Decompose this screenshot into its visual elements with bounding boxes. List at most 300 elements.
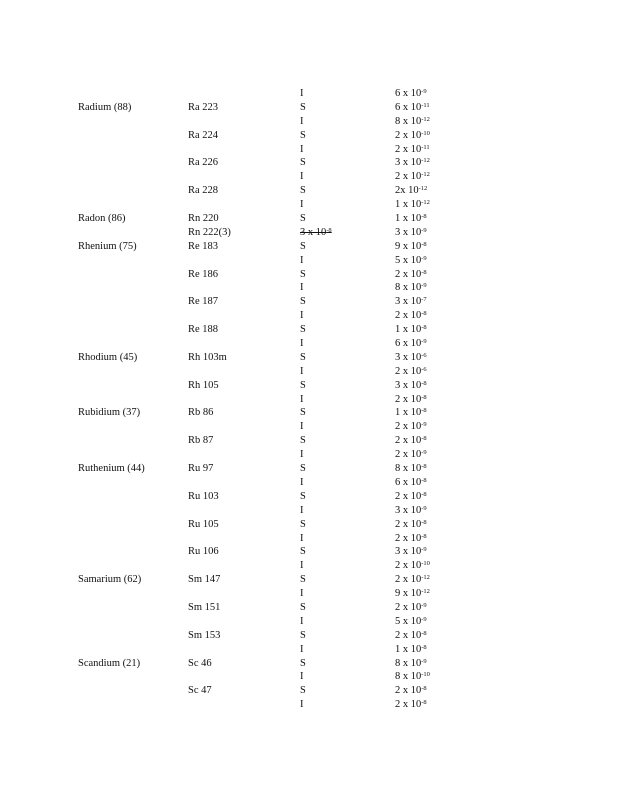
concentration-value [395, 406, 427, 420]
element-name: Scandium (21) [78, 657, 141, 669]
concentration-value [395, 365, 427, 379]
concentration-value [395, 657, 427, 671]
table-row [0, 129, 618, 143]
concentration-exponent: -8 [421, 393, 427, 401]
concentration-coefficient: 3 x 10 [395, 296, 422, 308]
concentration-exponent: -12 [418, 185, 428, 193]
table-row [0, 698, 618, 712]
solubility-class [300, 115, 304, 129]
concentration-exponent: -10 [421, 671, 430, 679]
table-row [0, 226, 618, 240]
concentration-coefficient: 3 x 10 [395, 351, 422, 363]
table-row [0, 490, 618, 504]
solubility-class-text: S [300, 685, 306, 697]
concentration-coefficient: 6 x 10 [395, 88, 422, 99]
concentration-coefficient: 8 x 10 [395, 282, 422, 294]
concentration-exponent: -8 [421, 379, 427, 387]
table-row [0, 295, 618, 309]
isotope-label: Re 186 [188, 268, 219, 280]
concentration-value [395, 532, 427, 546]
solubility-class [300, 698, 304, 712]
concentration-value [395, 143, 430, 157]
isotope-label: Ru 103 [188, 490, 219, 502]
element-name: Radon (86) [78, 213, 126, 225]
concentration-exponent: -12 [421, 199, 430, 207]
solubility-class [300, 170, 304, 184]
isotope-label: Sc 47 [188, 685, 212, 697]
table-row [0, 337, 618, 351]
concentration-value [395, 87, 427, 101]
concentration-exponent: -8 [421, 532, 427, 540]
concentration-value [395, 476, 427, 490]
solubility-class-text: I [300, 588, 304, 600]
solubility-class [300, 143, 304, 157]
concentration-value [395, 490, 427, 504]
element-name: Samarium (62) [78, 574, 142, 586]
table-row [0, 240, 618, 254]
table-row [0, 393, 618, 407]
solubility-class [300, 462, 306, 476]
concentration-coefficient: 3 x 10 [395, 504, 422, 516]
concentration-exponent: -9 [421, 449, 427, 457]
solubility-class-text: S [300, 574, 306, 586]
isotope-label: Ra 223 [188, 101, 219, 113]
solubility-class-text: S [300, 268, 306, 280]
table-row [0, 87, 618, 101]
concentration-coefficient: 3 x 10 [395, 157, 422, 169]
concentration-exponent: -9 [421, 254, 427, 262]
solubility-class [300, 448, 304, 462]
concentration-coefficient: 6 x 10 [395, 338, 422, 350]
solubility-class [300, 254, 304, 268]
solubility-class-text: I [300, 310, 304, 322]
concentration-exponent: -10 [421, 129, 430, 137]
table-row [0, 601, 618, 615]
concentration-exponent: -9 [421, 282, 427, 290]
solubility-class [300, 323, 306, 337]
isotope-label: Ru 105 [188, 518, 219, 530]
concentration-value [395, 629, 427, 643]
concentration-value [395, 393, 427, 407]
solubility-class [300, 684, 306, 698]
solubility-class-text: I [300, 476, 304, 488]
solubility-class [300, 670, 304, 684]
solubility-class-text: S [300, 240, 306, 252]
table-row [0, 670, 618, 684]
table-row [0, 532, 618, 546]
table-row [0, 212, 618, 226]
concentration-value [395, 518, 427, 532]
concentration-coefficient: 2 x 10 [395, 449, 422, 461]
isotope-label: Ru 106 [188, 546, 219, 558]
table-row [0, 115, 618, 129]
concentration-value [395, 226, 427, 240]
isotope-label: Re 188 [188, 324, 219, 336]
concentration-coefficient: 6 x 10 [395, 476, 422, 488]
solubility-class [300, 545, 306, 559]
concentration-coefficient: 3 x 10 [395, 226, 422, 238]
concentration-value [395, 295, 427, 309]
concentration-value [395, 643, 427, 657]
solubility-class-text: I [300, 699, 304, 711]
solubility-class [300, 559, 304, 573]
table-row [0, 420, 618, 434]
table-row [0, 254, 618, 268]
concentration-value [395, 684, 427, 698]
concentration-exponent: -9 [421, 615, 427, 623]
solubility-class [300, 268, 306, 282]
solubility-class-text: I [300, 449, 304, 461]
concentration-value [395, 420, 427, 434]
table-row [0, 365, 618, 379]
solubility-class-text: I [300, 199, 304, 211]
concentration-coefficient: 2 x 10 [395, 393, 422, 405]
concentration-exponent: -8 [421, 685, 427, 693]
solubility-class-text: S [300, 296, 306, 308]
concentration-value [395, 504, 427, 518]
solubility-class-text: I [300, 88, 304, 99]
solubility-class-text: 3 x 10 [300, 226, 327, 238]
table-row [0, 629, 618, 643]
solubility-class-text: I [300, 171, 304, 183]
concentration-value [395, 101, 430, 115]
concentration-coefficient: 2 x 10 [395, 560, 422, 572]
concentration-coefficient: 8 x 10 [395, 657, 422, 669]
solubility-class-text: S [300, 379, 306, 391]
solubility-class [300, 87, 304, 101]
concentration-value [395, 615, 427, 629]
concentration-exponent: -9 [421, 504, 427, 512]
solubility-class-text: I [300, 254, 304, 266]
concentration-coefficient: 3 x 10 [395, 379, 422, 391]
isotope-label: Sm 153 [188, 629, 221, 641]
solubility-class-text: I [300, 671, 304, 683]
concentration-exponent: -12 [421, 157, 430, 165]
table-row [0, 323, 618, 337]
isotope-label: Rb 87 [188, 435, 214, 447]
solubility-class [300, 643, 304, 657]
table-row [0, 156, 618, 170]
concentration-coefficient: 5 x 10 [395, 254, 422, 266]
table-row [0, 587, 618, 601]
isotope-table [0, 87, 618, 712]
solubility-class-text: I [300, 338, 304, 350]
isotope-label: Ra 228 [188, 185, 219, 197]
concentration-exponent: -8 [421, 240, 427, 248]
concentration-exponent: -8 [421, 324, 427, 332]
table-row [0, 268, 618, 282]
solubility-class [300, 281, 304, 295]
table-row [0, 406, 618, 420]
solubility-class [300, 156, 306, 170]
solubility-class-text: I [300, 421, 304, 433]
table-row [0, 518, 618, 532]
concentration-exponent: -11 [421, 101, 430, 109]
concentration-value [395, 129, 430, 143]
concentration-value [395, 573, 430, 587]
concentration-exponent: -11 [421, 143, 430, 151]
solubility-class [300, 573, 306, 587]
solubility-class [300, 379, 306, 393]
isotope-label: Sm 151 [188, 601, 221, 613]
solubility-class-text: S [300, 407, 306, 419]
table-row [0, 559, 618, 573]
concentration-exponent: -12 [421, 115, 430, 123]
concentration-value [395, 337, 427, 351]
solubility-class-text: I [300, 615, 304, 627]
table-row [0, 615, 618, 629]
solubility-class-text: I [300, 532, 304, 544]
concentration-coefficient: 1 x 10 [395, 643, 422, 655]
solubility-class [300, 504, 304, 518]
solubility-class [300, 129, 306, 143]
table-row [0, 573, 618, 587]
isotope-label: Ru 97 [188, 463, 214, 475]
concentration-value [395, 323, 427, 337]
isotope-label: Ra 224 [188, 129, 219, 141]
table-row [0, 170, 618, 184]
isotope-label: Ra 226 [188, 157, 219, 169]
solubility-class [300, 101, 306, 115]
solubility-class-text: I [300, 365, 304, 377]
solubility-class [300, 476, 304, 490]
concentration-coefficient: 1 x 10 [395, 199, 422, 211]
concentration-exponent: -8 [421, 463, 427, 471]
concentration-coefficient: 1 x 10 [395, 324, 422, 336]
table-row [0, 379, 618, 393]
concentration-exponent: -9 [421, 88, 427, 95]
isotope-label: Rn 220 [188, 213, 219, 225]
concentration-coefficient: 8 x 10 [395, 115, 422, 127]
concentration-value [395, 212, 427, 226]
concentration-value [395, 156, 430, 170]
solubility-class [300, 657, 306, 671]
isotope-label: Re 183 [188, 240, 219, 252]
isotope-label: Rh 105 [188, 379, 219, 391]
solubility-class-exponent: -8 [326, 226, 332, 234]
concentration-value [395, 281, 427, 295]
concentration-value [395, 240, 427, 254]
solubility-class-text: S [300, 601, 306, 613]
element-name: Rhenium (75) [78, 240, 137, 252]
concentration-exponent: -8 [421, 407, 427, 415]
concentration-value [395, 198, 430, 212]
solubility-class-text: S [300, 518, 306, 530]
concentration-value [395, 184, 427, 198]
concentration-exponent: -10 [421, 560, 430, 568]
solubility-class [300, 240, 306, 254]
table-row [0, 309, 618, 323]
solubility-class [300, 365, 304, 379]
concentration-coefficient: 2x 10 [395, 185, 419, 197]
concentration-coefficient: 2 x 10 [395, 699, 422, 711]
table-row [0, 184, 618, 198]
concentration-coefficient: 2 x 10 [395, 268, 422, 280]
solubility-class [300, 434, 306, 448]
table-row [0, 434, 618, 448]
table-row [0, 504, 618, 518]
concentration-value [395, 601, 427, 615]
concentration-exponent: -9 [421, 657, 427, 665]
concentration-exponent: -7 [421, 296, 427, 304]
table-row [0, 281, 618, 295]
concentration-value [395, 559, 430, 573]
solubility-class [300, 601, 306, 615]
table-row [0, 657, 618, 671]
solubility-class-text: S [300, 185, 306, 197]
concentration-coefficient: 2 x 10 [395, 518, 422, 530]
isotope-label: Rn 222(3) [188, 226, 231, 238]
element-name: Rubidium (37) [78, 407, 141, 419]
concentration-coefficient: 2 x 10 [395, 310, 422, 322]
concentration-value [395, 351, 427, 365]
concentration-exponent: -12 [421, 574, 430, 582]
solubility-class-text: S [300, 657, 306, 669]
solubility-class [300, 629, 306, 643]
concentration-exponent: -9 [421, 601, 427, 609]
concentration-exponent: -8 [421, 643, 427, 651]
concentration-exponent: -6 [421, 365, 427, 373]
solubility-class-text: S [300, 157, 306, 169]
concentration-coefficient: 9 x 10 [395, 588, 422, 600]
concentration-exponent: -8 [421, 629, 427, 637]
isotope-label: Sm 147 [188, 574, 221, 586]
concentration-exponent: -9 [421, 421, 427, 429]
concentration-value [395, 670, 430, 684]
table-row [0, 351, 618, 365]
solubility-class-text: S [300, 324, 306, 336]
concentration-coefficient: 6 x 10 [395, 101, 422, 113]
solubility-class-text: I [300, 643, 304, 655]
concentration-coefficient: 9 x 10 [395, 240, 422, 252]
concentration-value [395, 462, 427, 476]
solubility-class-text: I [300, 560, 304, 572]
concentration-coefficient: 8 x 10 [395, 463, 422, 475]
isotope-label: Sc 46 [188, 657, 212, 669]
solubility-class [300, 406, 306, 420]
solubility-class [300, 351, 306, 365]
concentration-exponent: -8 [421, 435, 427, 443]
solubility-class-text: S [300, 101, 306, 113]
solubility-class [300, 587, 304, 601]
concentration-exponent: -9 [421, 338, 427, 346]
concentration-coefficient: 2 x 10 [395, 365, 422, 377]
solubility-class [300, 420, 304, 434]
concentration-value [395, 448, 427, 462]
concentration-coefficient: 2 x 10 [395, 171, 422, 183]
isotope-label: Rh 103m [188, 351, 227, 363]
concentration-exponent: -8 [421, 518, 427, 526]
table-row [0, 448, 618, 462]
table-row [0, 143, 618, 157]
element-name: Radium (88) [78, 101, 132, 113]
solubility-class [300, 198, 304, 212]
concentration-value [395, 268, 427, 282]
concentration-value [395, 115, 430, 129]
concentration-exponent: -9 [421, 226, 427, 234]
element-name: Ruthenium (44) [78, 463, 145, 475]
concentration-coefficient: 2 x 10 [395, 601, 422, 613]
concentration-coefficient: 2 x 10 [395, 685, 422, 697]
concentration-value [395, 545, 427, 559]
concentration-coefficient: 2 x 10 [395, 129, 422, 141]
solubility-class-text: S [300, 351, 306, 363]
table-row [0, 476, 618, 490]
element-name: Rhodium (45) [78, 351, 138, 363]
concentration-coefficient: 2 x 10 [395, 532, 422, 544]
solubility-class-text: I [300, 393, 304, 405]
table-row [0, 684, 618, 698]
concentration-value [395, 254, 427, 268]
concentration-exponent: -12 [421, 171, 430, 179]
concentration-exponent: -6 [421, 351, 427, 359]
concentration-exponent: -12 [421, 588, 430, 596]
solubility-class [300, 518, 306, 532]
concentration-coefficient: 2 x 10 [395, 629, 422, 641]
solubility-class-text: S [300, 546, 306, 558]
concentration-coefficient: 1 x 10 [395, 407, 422, 419]
concentration-value [395, 698, 427, 712]
concentration-coefficient: 5 x 10 [395, 615, 422, 627]
concentration-value [395, 434, 427, 448]
concentration-coefficient: 3 x 10 [395, 546, 422, 558]
solubility-class [300, 393, 304, 407]
solubility-class-text: S [300, 463, 306, 475]
isotope-label: Rb 86 [188, 407, 214, 419]
concentration-value [395, 170, 430, 184]
solubility-class [300, 309, 304, 323]
concentration-exponent: -8 [421, 268, 427, 276]
concentration-value [395, 379, 427, 393]
solubility-class [300, 337, 304, 351]
concentration-coefficient: 2 x 10 [395, 421, 422, 433]
concentration-value [395, 309, 427, 323]
solubility-class [300, 532, 304, 546]
solubility-class-text: I [300, 143, 304, 155]
solubility-class [300, 295, 306, 309]
solubility-class-text: S [300, 435, 306, 447]
table-row [0, 198, 618, 212]
solubility-class [300, 226, 332, 240]
solubility-class-text: S [300, 213, 306, 225]
concentration-exponent: -9 [421, 546, 427, 554]
concentration-coefficient: 1 x 10 [395, 213, 422, 225]
solubility-class [300, 490, 306, 504]
isotope-label: Re 187 [188, 296, 219, 308]
concentration-coefficient: 2 x 10 [395, 574, 422, 586]
table-row [0, 101, 618, 115]
solubility-class-text: I [300, 115, 304, 127]
solubility-class [300, 212, 306, 226]
concentration-coefficient: 2 x 10 [395, 143, 422, 155]
solubility-class-text: S [300, 629, 306, 641]
concentration-coefficient: 2 x 10 [395, 490, 422, 502]
solubility-class-text: I [300, 504, 304, 516]
table-row [0, 462, 618, 476]
solubility-class-text: I [300, 282, 304, 294]
concentration-exponent: -8 [421, 476, 427, 484]
solubility-class-text: S [300, 129, 306, 141]
solubility-class [300, 184, 306, 198]
concentration-value [395, 587, 430, 601]
concentration-exponent: -8 [421, 490, 427, 498]
solubility-class-text: S [300, 490, 306, 502]
table-row [0, 643, 618, 657]
concentration-exponent: -8 [421, 310, 427, 318]
concentration-coefficient: 8 x 10 [395, 671, 422, 683]
concentration-exponent: -8 [421, 213, 427, 221]
table-row [0, 545, 618, 559]
